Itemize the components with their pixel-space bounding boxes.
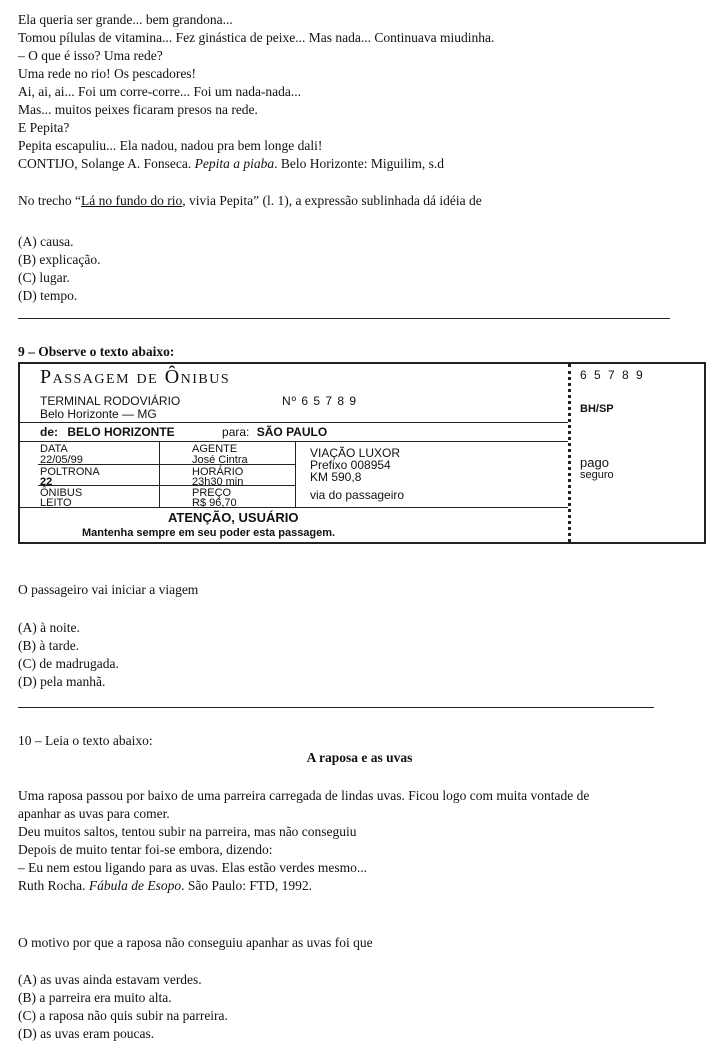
story-citation: CONTIJO, Solange A. Fonseca. Pepita a piaba. Belo Horizonte: Miguilim, s.d — [18, 156, 444, 171]
ticket-data-value: 22/05/99 — [40, 454, 83, 466]
ticket-horario-value: 23h30 min — [192, 476, 244, 488]
ticket-title: Passagem de Ônibus — [40, 366, 231, 388]
q8-stem: No trecho “Lá no fundo do rio, vivia Pepita” (l. 1), a expressão sublinhada dá idéia de — [18, 193, 482, 208]
q9-option-a[interactable]: (A) à noite. — [18, 620, 80, 635]
q9-option-b[interactable]: (B) à tarde. — [18, 638, 80, 653]
story-line: – O que é isso? Uma rede? — [18, 48, 163, 63]
story-line: Mas... muitos peixes ficaram presos na rede. — [18, 102, 258, 117]
q10-citation: Ruth Rocha. Fábula de Esopo. São Paulo: FTD, 1992. — [18, 878, 313, 893]
ticket-route: de: BELO HORIZONTE para: SÃO PAULO — [40, 425, 328, 439]
ticket-horario-label: HORÁRIO — [192, 466, 244, 478]
divider — [18, 318, 670, 319]
q9-option-d[interactable]: (D) pela manhã. — [18, 674, 106, 689]
q10-stem: O motivo por que a raposa não conseguiu apanhar as uvas foi que — [18, 935, 373, 950]
ticket-onibus-value: LEITO — [40, 497, 72, 509]
story-line: Ai, ai, ai... Foi um corre-corre... Foi um nada-nada... — [18, 84, 302, 99]
ticket-note: Mantenha sempre em seu poder esta passagem. — [82, 527, 336, 539]
q8-option-c[interactable]: (C) lugar. — [18, 270, 70, 285]
q9-heading: 9 – Observe o texto abaixo: — [18, 344, 175, 359]
ticket-warning: ATENÇÃO, USUÁRIO — [168, 510, 299, 525]
ticket-company: VIAÇÃO LUXOR — [310, 446, 401, 460]
q10-text-line: Deu muitos saltos, tentou subir na parreira, mas não conseguiu — [18, 824, 357, 839]
ticket-number: Nº 6 5 7 8 9 — [282, 394, 358, 408]
ticket-poltrona-label: POLTRONA — [40, 466, 100, 478]
q10-text-line: – Eu nem estou ligando para as uvas. Elas estão verdes mesmo... — [18, 860, 368, 875]
ticket-preco-label: PREÇO — [192, 487, 232, 499]
ticket-poltrona-value: 22 — [40, 476, 53, 488]
ticket-perforation — [568, 364, 571, 542]
ticket-prefix: Prefixo 008954 — [310, 458, 391, 472]
q10-option-b[interactable]: (B) a parreira era muito alta. — [18, 990, 172, 1005]
ticket-data-label: DATA — [40, 443, 68, 455]
q8-option-b[interactable]: (B) explicação. — [18, 252, 101, 267]
story-line: E Pepita? — [18, 120, 70, 135]
ticket-via: via do passageiro — [310, 488, 405, 502]
q10-option-a[interactable]: (A) as uvas ainda estavam verdes. — [18, 972, 202, 987]
ticket-terminal: TERMINAL RODOVIÁRIO — [40, 394, 181, 408]
ticket-agente-label: AGENTE — [192, 443, 238, 455]
ticket-stub-paid: pago — [580, 455, 609, 470]
q10-text-line: apanhar as uvas para comer. — [18, 806, 170, 821]
q10-text-line: Depois de muito tentar foi-se embora, dizendo: — [18, 842, 273, 857]
ticket-onibus-label: ÔNIBUS — [40, 487, 83, 499]
ticket-stub-insurance: seguro — [580, 469, 614, 481]
ticket-stub-route: BH/SP — [580, 403, 614, 415]
ticket-km: KM 590,8 — [310, 470, 362, 484]
ticket-stub-number: 6 5 7 8 9 — [580, 368, 645, 382]
ticket-agente-value: José Cintra — [192, 454, 248, 466]
story-line: Ela queria ser grande... bem grandona... — [18, 12, 233, 27]
q8-option-d[interactable]: (D) tempo. — [18, 288, 78, 303]
story-line: Pepita escapuliu... Ela nadou, nadou pra bem longe dali! — [18, 138, 323, 153]
ticket-preco-value: R$ 96,70 — [192, 497, 237, 509]
ticket-city: Belo Horizonte — MG — [40, 407, 157, 421]
q10-heading: 10 – Leia o texto abaixo: — [18, 733, 153, 748]
q10-text-line: Uma raposa passou por baixo de uma parreira carregada de lindas uvas. Ficou logo com muita vontade de — [18, 788, 590, 803]
q9-stem: O passageiro vai iniciar a viagem — [18, 582, 199, 597]
q9-option-c[interactable]: (C) de madrugada. — [18, 656, 119, 671]
q10-title: A raposa e as uvas — [306, 750, 413, 765]
divider — [18, 707, 654, 708]
story-line: Tomou pílulas de vitamina... Fez ginástica de peixe... Mas nada... Continuava miudinha. — [18, 30, 495, 45]
story-line: Uma rede no rio! Os pescadores! — [18, 66, 197, 81]
q10-option-c[interactable]: (C) a raposa não quis subir na parreira. — [18, 1008, 228, 1023]
q8-option-a[interactable]: (A) causa. — [18, 234, 74, 249]
bus-ticket — [18, 362, 706, 544]
q10-option-d[interactable]: (D) as uvas eram poucas. — [18, 1026, 155, 1041]
